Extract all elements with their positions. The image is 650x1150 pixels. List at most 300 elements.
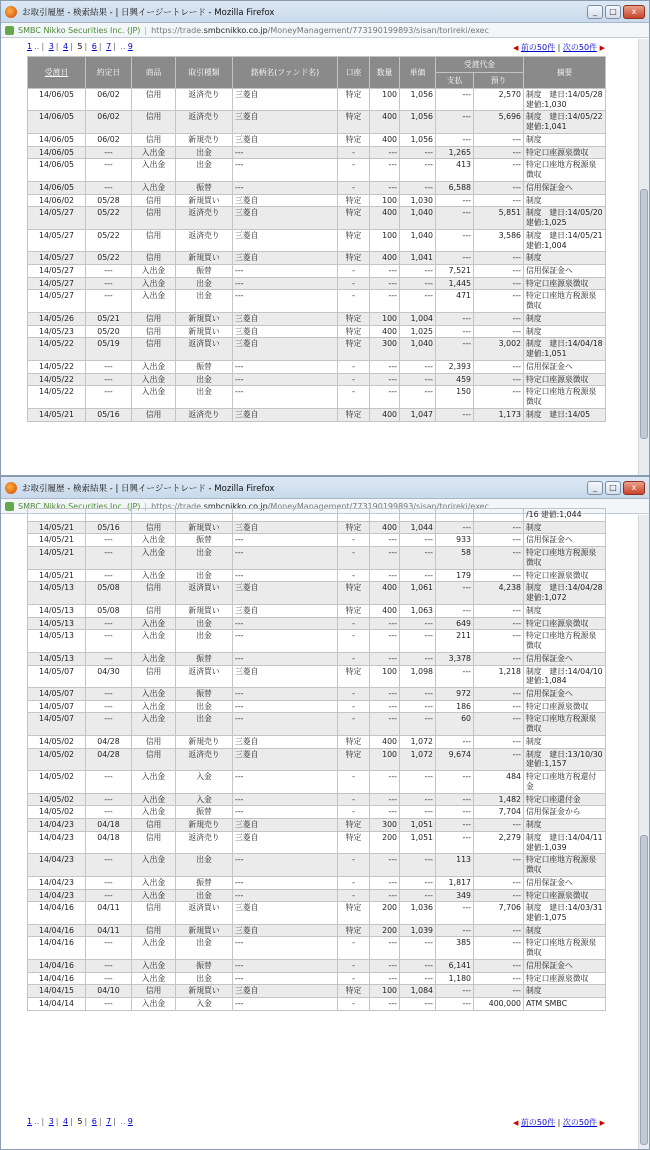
cell-qty: 100	[370, 985, 400, 998]
cell-product: 信用	[132, 924, 176, 937]
cell-price: ---	[400, 547, 436, 569]
table-row	[28, 325, 606, 338]
cell-qty: 400	[370, 582, 400, 604]
page-divider: |	[55, 1117, 59, 1126]
next-page-link[interactable]: 次の50件	[562, 1118, 598, 1127]
cell-type: 新規買い	[176, 194, 233, 207]
cell-type: 出金	[176, 889, 233, 902]
cell-recv: 4,238	[474, 582, 524, 604]
page-divider: |	[70, 42, 73, 51]
page-link-last[interactable]: 9	[127, 1117, 133, 1126]
cell-type: 返済売り	[176, 89, 233, 111]
cell-date: 14/05/21	[28, 521, 86, 534]
table-row	[28, 521, 606, 534]
cell-recv: ---	[474, 735, 524, 748]
site-identity[interactable]: SMBC Nikko Securities Inc. (JP)	[18, 25, 141, 35]
cell-contract-date: ---	[86, 547, 132, 569]
cell-date	[28, 509, 86, 522]
cell-memo: 信用保証金へ	[524, 534, 606, 547]
cell-qty: ---	[370, 547, 400, 569]
cell-name: ---	[233, 959, 338, 972]
cell-name: 三菱自	[233, 819, 338, 832]
cell-memo: 制度	[524, 985, 606, 998]
cell-type: 出金	[176, 713, 233, 735]
cell-recv: 5,851	[474, 207, 524, 229]
cell-contract-date: 04/11	[86, 924, 132, 937]
cell-account: 特定	[338, 194, 370, 207]
cell-account	[338, 509, 370, 522]
cell-product: 信用	[132, 252, 176, 265]
table-row	[28, 569, 606, 582]
close-button[interactable]: x	[623, 5, 645, 19]
cell-qty: 200	[370, 924, 400, 937]
pagination-top	[27, 40, 605, 54]
cell-memo: 特定口座地方税源泉徴収	[524, 937, 606, 959]
cell-pay: 113	[436, 854, 474, 876]
cell-price: ---	[400, 713, 436, 735]
cell-product: 信用	[132, 338, 176, 360]
page-link-4[interactable]: 4	[63, 1117, 69, 1126]
cell-account: 特定	[338, 325, 370, 338]
url-path: /MoneyManagement/773190199893/sisan/torireki/exec	[267, 25, 490, 35]
cell-pay: 58	[436, 547, 474, 569]
cell-account: -	[338, 771, 370, 793]
cell-account: 特定	[338, 408, 370, 421]
cell-product: 信用	[132, 312, 176, 325]
page-divider: |	[84, 42, 88, 51]
cell-product: 信用	[132, 819, 176, 832]
cell-memo: 特定口座地方税源泉徴収	[524, 386, 606, 408]
cell-product: 入出金	[132, 630, 176, 652]
cell-memo: 信用保証金へ	[524, 876, 606, 889]
cell-product: 入出金	[132, 972, 176, 985]
cell-recv: ---	[474, 312, 524, 325]
cell-price: ---	[400, 265, 436, 278]
url-prefix: https://trade.	[151, 25, 204, 35]
cell-recv: ---	[474, 854, 524, 876]
cell-memo: 制度 建日:14/05/20 建値:1,025	[524, 207, 606, 229]
cell-price: 1,040	[400, 338, 436, 360]
table-row	[28, 277, 606, 290]
transactions-table	[27, 56, 606, 422]
url-domain: smbcnikko.co.jp	[203, 501, 268, 511]
cell-product: 信用	[132, 604, 176, 617]
cell-product: 信用	[132, 985, 176, 998]
cell-account: -	[338, 265, 370, 278]
cell-qty: ---	[370, 998, 400, 1011]
cell-qty: ---	[370, 771, 400, 793]
cell-memo: 信用保証金へ	[524, 959, 606, 972]
title-bar[interactable]	[1, 477, 649, 499]
cell-date: 14/04/16	[28, 972, 86, 985]
cell-recv: ---	[474, 146, 524, 159]
page-divider: |	[41, 1117, 45, 1126]
cell-name: ---	[233, 998, 338, 1011]
page-divider: |	[70, 1117, 73, 1126]
next-page-link[interactable]: 次の50件	[562, 43, 598, 52]
table-row	[28, 771, 606, 793]
cell-date: 14/05/13	[28, 630, 86, 652]
url-text[interactable]	[151, 26, 489, 35]
table-row	[28, 652, 606, 665]
cell-date: 14/05/21	[28, 534, 86, 547]
cell-product: 信用	[132, 665, 176, 687]
page-link-6[interactable]: 6	[91, 1117, 97, 1126]
cell-recv: ---	[474, 713, 524, 735]
cell-contract-date: ---	[86, 713, 132, 735]
cell-account: -	[338, 854, 370, 876]
cell-account: -	[338, 876, 370, 889]
cell-type: 返済買い	[176, 582, 233, 604]
cell-contract-date: 05/22	[86, 207, 132, 229]
cell-name: ---	[233, 547, 338, 569]
prev-arrow-icon: ◀	[512, 1119, 519, 1127]
table-row	[28, 713, 606, 735]
cell-memo: 制度 建日:14/05/22 建値:1,041	[524, 111, 606, 133]
cell-product: 入出金	[132, 937, 176, 959]
cell-contract-date: ---	[86, 360, 132, 373]
cell-recv: ---	[474, 604, 524, 617]
cell-memo: 特定口座源泉徴収	[524, 617, 606, 630]
table-row	[28, 229, 606, 251]
cell-pay: 2,393	[436, 360, 474, 373]
cell-qty: ---	[370, 146, 400, 159]
cell-account: -	[338, 547, 370, 569]
table-row	[28, 290, 606, 312]
cell-contract-date: 05/22	[86, 229, 132, 251]
address-separator: |	[144, 25, 148, 35]
nav-divider: |	[557, 1118, 561, 1127]
site-identity[interactable]: SMBC Nikko Securities Inc. (JP)	[18, 501, 141, 511]
cell-name: ---	[233, 876, 338, 889]
cell-price: ---	[400, 688, 436, 701]
cell-contract-date: 05/16	[86, 521, 132, 534]
cell-type: 振替	[176, 876, 233, 889]
cell-memo: 制度 建日:14/05	[524, 408, 606, 421]
cell-pay: 1,445	[436, 277, 474, 290]
table-row	[28, 408, 606, 421]
cell-name: 三菱自	[233, 252, 338, 265]
cell-type: 出金	[176, 617, 233, 630]
next-arrow-icon: ▶	[599, 44, 605, 52]
cell-qty: 100	[370, 89, 400, 111]
cell-memo: 制度	[524, 604, 606, 617]
cell-account: 特定	[338, 665, 370, 687]
cell-memo: 信用保証金へ	[524, 360, 606, 373]
cell-product: 入出金	[132, 793, 176, 806]
cell-type: 出金	[176, 972, 233, 985]
cell-price: 1,084	[400, 985, 436, 998]
page-link-7[interactable]: 7	[106, 1117, 112, 1126]
cell-account: 特定	[338, 252, 370, 265]
maximize-button[interactable]: □	[605, 481, 621, 495]
cell-price: 1,063	[400, 604, 436, 617]
table-row	[28, 312, 606, 325]
cell-memo: 制度	[524, 819, 606, 832]
cell-pay: 459	[436, 373, 474, 386]
maximize-button[interactable]: □	[605, 5, 621, 19]
cell-name: ---	[233, 360, 338, 373]
cell-memo: 特定口座源泉徴収	[524, 146, 606, 159]
cell-account: 特定	[338, 819, 370, 832]
cell-pay: 3,378	[436, 652, 474, 665]
cell-pay: 9,674	[436, 748, 474, 770]
browser-window-bottom	[0, 476, 650, 1150]
cell-product: 信用	[132, 325, 176, 338]
cell-type: 新規買い	[176, 521, 233, 534]
cell-date: 14/05/02	[28, 806, 86, 819]
cell-type: 新規買い	[176, 985, 233, 998]
cell-name: 三菱自	[233, 408, 338, 421]
cell-price: 1,056	[400, 111, 436, 133]
firefox-icon	[5, 482, 17, 494]
cell-account: 特定	[338, 521, 370, 534]
table-row	[28, 806, 606, 819]
cell-price: 1,025	[400, 325, 436, 338]
cell-price: 1,040	[400, 207, 436, 229]
cell-name: ---	[233, 159, 338, 181]
cell-date: 14/04/23	[28, 831, 86, 853]
cell-price: ---	[400, 146, 436, 159]
page-divider: |	[113, 1117, 116, 1126]
vertical-scrollbar[interactable]	[638, 515, 649, 1149]
prev-page-link[interactable]: 前の50件	[520, 43, 556, 52]
cell-pay: 179	[436, 569, 474, 582]
cell-product: 信用	[132, 582, 176, 604]
cell-pay: ---	[436, 806, 474, 819]
cell-date: 14/05/02	[28, 793, 86, 806]
cell-recv: ---	[474, 959, 524, 972]
cell-name: 三菱自	[233, 665, 338, 687]
minimize-button[interactable]: _	[587, 481, 603, 495]
page-current: 5	[77, 42, 83, 51]
cell-product: 信用	[132, 111, 176, 133]
cell-account: -	[338, 959, 370, 972]
table-row	[28, 959, 606, 972]
browser-window-top	[0, 0, 650, 476]
cell-pay: ---	[436, 89, 474, 111]
cell-price: ---	[400, 806, 436, 819]
cell-pay: 933	[436, 534, 474, 547]
cell-qty: ---	[370, 652, 400, 665]
cell-qty: ---	[370, 265, 400, 278]
cell-contract-date: ---	[86, 972, 132, 985]
cell-contract-date: ---	[86, 617, 132, 630]
url-domain: smbcnikko.co.jp	[203, 25, 268, 35]
cell-type: 新規買い	[176, 924, 233, 937]
cell-product: 入出金	[132, 547, 176, 569]
page-ellipsis: ‥	[34, 1117, 40, 1126]
cell-product: 入出金	[132, 998, 176, 1011]
table-row	[28, 972, 606, 985]
cell-type: 振替	[176, 534, 233, 547]
cell-contract-date: ---	[86, 534, 132, 547]
table-row	[28, 748, 606, 770]
cell-recv: ---	[474, 924, 524, 937]
cell-contract-date: 05/20	[86, 325, 132, 338]
minimize-button[interactable]: _	[587, 5, 603, 19]
table-row	[28, 924, 606, 937]
page-divider: |	[98, 1117, 102, 1126]
cell-contract-date: ---	[86, 569, 132, 582]
cell-memo: 特定口座地方税源泉徴収	[524, 854, 606, 876]
page-link-3[interactable]: 3	[48, 1117, 54, 1126]
cell-product: 入出金	[132, 876, 176, 889]
cell-date: 14/05/21	[28, 569, 86, 582]
cell-pay: 211	[436, 630, 474, 652]
cell-type: 返済売り	[176, 748, 233, 770]
table-row	[28, 252, 606, 265]
cell-qty: ---	[370, 713, 400, 735]
page-divider: |	[98, 42, 102, 51]
cell-contract-date: ---	[86, 159, 132, 181]
cell-date: 14/05/27	[28, 265, 86, 278]
cell-contract-date: ---	[86, 265, 132, 278]
vertical-scrollbar[interactable]	[638, 39, 649, 475]
cell-date: 14/06/05	[28, 181, 86, 194]
cell-recv: ---	[474, 889, 524, 902]
cell-pay: 1,265	[436, 146, 474, 159]
cell-pay: ---	[436, 793, 474, 806]
cell-recv: 400,000	[474, 998, 524, 1011]
cell-qty: ---	[370, 290, 400, 312]
cell-recv: ---	[474, 569, 524, 582]
cell-name: ---	[233, 652, 338, 665]
cell-product: 入出金	[132, 373, 176, 386]
page-link-last[interactable]: 9	[127, 42, 133, 51]
cell-memo: 制度	[524, 133, 606, 146]
cell-memo: 特定口座地方税源泉徴収	[524, 290, 606, 312]
cell-memo: 信用保証金へ	[524, 688, 606, 701]
cell-memo: 制度 建日:14/04/28 建値:1,072	[524, 582, 606, 604]
cell-recv: ---	[474, 876, 524, 889]
scrollbar-thumb[interactable]	[640, 189, 648, 439]
page-divider: |	[84, 1117, 88, 1126]
cell-recv: 1,482	[474, 793, 524, 806]
address-bar[interactable]	[1, 23, 649, 38]
cell-qty: ---	[370, 181, 400, 194]
cell-price: ---	[400, 617, 436, 630]
cell-account: -	[338, 972, 370, 985]
table-row	[28, 831, 606, 853]
cell-account: 特定	[338, 582, 370, 604]
page-link-3[interactable]: 3	[48, 42, 54, 51]
cell-qty: 100	[370, 229, 400, 251]
header-pay: 支払	[436, 73, 474, 89]
cell-memo: 特定口座地方税源泉徴収	[524, 713, 606, 735]
window-title: お取引履歴 - 検索結果 - | 日興イージートレード - Mozilla Firefox	[22, 483, 275, 494]
cell-type: 返済売り	[176, 207, 233, 229]
header-price: 単価	[400, 57, 436, 89]
cell-date: 14/05/02	[28, 735, 86, 748]
cell-date: 14/06/05	[28, 159, 86, 181]
prev-page-link[interactable]: 前の50件	[520, 1118, 556, 1127]
cell-recv: 7,704	[474, 806, 524, 819]
cell-qty: ---	[370, 373, 400, 386]
cell-recv: ---	[474, 748, 524, 770]
close-button[interactable]: x	[623, 481, 645, 495]
cell-name: 三菱自	[233, 521, 338, 534]
firefox-icon	[5, 6, 17, 18]
cell-account: -	[338, 146, 370, 159]
cell-contract-date: 06/02	[86, 89, 132, 111]
cell-contract-date: 05/22	[86, 252, 132, 265]
table-row	[28, 665, 606, 687]
sort-date-link[interactable]: 受渡日	[44, 67, 69, 77]
cell-product: 入出金	[132, 652, 176, 665]
cell-product: 入出金	[132, 688, 176, 701]
cell-name: ---	[233, 937, 338, 959]
page-current: 5	[77, 1117, 83, 1126]
cell-type: 新規買い	[176, 312, 233, 325]
page-link-first[interactable]: 1	[27, 42, 33, 51]
cell-date: 14/05/26	[28, 312, 86, 325]
page-link-7[interactable]: 7	[106, 42, 112, 51]
cell-qty: 200	[370, 831, 400, 853]
cell-qty: 400	[370, 207, 400, 229]
cell-account: -	[338, 630, 370, 652]
cell-name: 三菱自	[233, 325, 338, 338]
cell-name: ---	[233, 277, 338, 290]
cell-recv: ---	[474, 133, 524, 146]
cell-qty: ---	[370, 277, 400, 290]
page-link-6[interactable]: 6	[91, 42, 97, 51]
cell-pay: 972	[436, 688, 474, 701]
page-divider: |	[41, 42, 45, 51]
cell-price: ---	[400, 854, 436, 876]
page-ellipsis: ‥	[34, 42, 40, 51]
cell-memo: 制度 建日:13/10/30 建値:1,157	[524, 748, 606, 770]
next-arrow-icon: ▶	[599, 1119, 605, 1127]
cell-memo: 制度	[524, 194, 606, 207]
cell-qty: 400	[370, 325, 400, 338]
cell-contract-date: ---	[86, 854, 132, 876]
cell-recv: ---	[474, 819, 524, 832]
cell-memo: 制度	[524, 924, 606, 937]
address-separator: |	[144, 501, 148, 511]
cell-name: 三菱自	[233, 748, 338, 770]
cell-memo: 制度 建日:14/05/28 建値:1,030	[524, 89, 606, 111]
cell-date: 14/05/13	[28, 604, 86, 617]
page-link-4[interactable]: 4	[63, 42, 69, 51]
table-row	[28, 265, 606, 278]
cell-qty: ---	[370, 688, 400, 701]
cell-account: 特定	[338, 924, 370, 937]
cell-price: 1,040	[400, 229, 436, 251]
cell-memo: 制度	[524, 735, 606, 748]
cell-contract-date: ---	[86, 793, 132, 806]
cell-price: ---	[400, 771, 436, 793]
cell-date: 14/05/02	[28, 748, 86, 770]
table-body-bottom	[28, 509, 606, 1011]
cell-name: 三菱自	[233, 89, 338, 111]
cell-memo: /16 建値:1,044	[524, 509, 606, 522]
scrollbar-thumb[interactable]	[640, 835, 648, 1145]
page-numbers	[27, 42, 135, 51]
header-date[interactable]	[28, 57, 86, 89]
cell-product: 入出金	[132, 534, 176, 547]
cell-pay: ---	[436, 194, 474, 207]
table-row	[28, 793, 606, 806]
cell-type: 返済売り	[176, 408, 233, 421]
cell-recv: ---	[474, 181, 524, 194]
title-bar[interactable]	[1, 1, 649, 23]
cell-name: ---	[233, 793, 338, 806]
cell-contract-date: 05/19	[86, 338, 132, 360]
cell-pay: ---	[436, 133, 474, 146]
page-link-first[interactable]: 1	[27, 1117, 33, 1126]
page-divider: |	[113, 42, 116, 51]
